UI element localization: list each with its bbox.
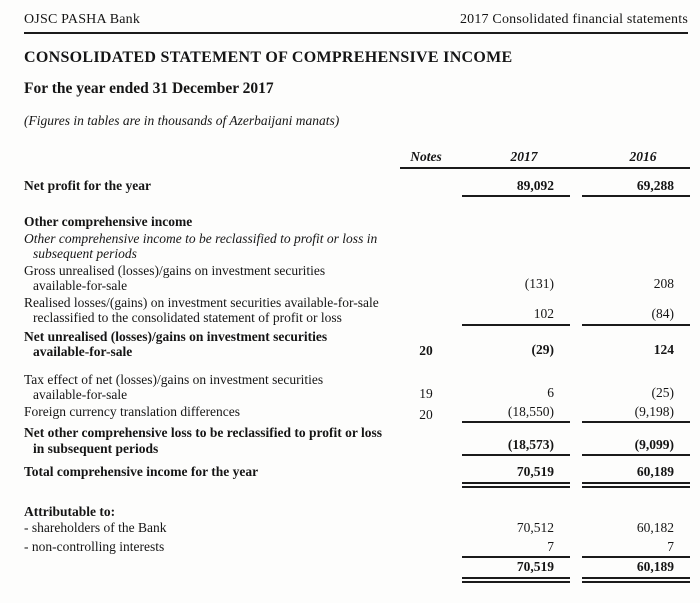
row-label	[24, 295, 400, 326]
value-2016: (9,198)	[582, 404, 690, 424]
table-row	[24, 539, 690, 559]
column-header-2016: 2016	[570, 149, 690, 169]
table-row	[24, 464, 690, 488]
statement-period: For the year ended 31 December 2017	[24, 80, 274, 97]
value-2016: 60,182	[636, 520, 674, 535]
row-label	[24, 329, 400, 360]
row-label-line: in subsequent periods	[33, 440, 159, 456]
row-label-line: Attributable to:	[24, 503, 116, 519]
value-2017: 70,519	[462, 464, 570, 488]
row-label	[24, 520, 400, 538]
page-header	[24, 12, 688, 34]
row-label	[24, 559, 400, 583]
row-note-ref: 20	[419, 343, 433, 358]
table-row	[24, 425, 690, 456]
value-2016: 60,189	[582, 464, 690, 488]
value-2016	[582, 231, 690, 262]
row-label	[24, 504, 400, 520]
value-2017: 70,512	[516, 520, 554, 535]
table-row	[24, 263, 690, 294]
row-label-line: - non-controlling interests	[24, 538, 165, 554]
value-2017: (18,550)	[462, 404, 570, 424]
row-note-ref	[400, 520, 452, 538]
value-2017: 89,092	[462, 178, 570, 198]
row-note-ref	[400, 539, 452, 559]
value-2016: 124	[653, 342, 674, 357]
row-note-ref	[400, 231, 452, 262]
row-label-line: Total comprehensive income for the year	[24, 464, 259, 479]
value-2016: 69,288	[582, 178, 690, 198]
value-2017: 102	[462, 295, 570, 326]
row-label-line: Other comprehensive income to be reclassified to profit or loss in	[24, 230, 378, 246]
value-2016: (84)	[582, 295, 690, 326]
statement-table	[24, 149, 690, 583]
row-label-line: available-for-sale	[33, 387, 128, 402]
row-label-line: Realised losses/(gains) on investment securities available-for-sale	[24, 294, 379, 310]
row-label-line: Net other comprehensive loss to be reclassified to profit or loss	[24, 425, 382, 440]
value-2016	[582, 504, 690, 520]
row-note-ref	[400, 504, 452, 520]
statement-title: CONSOLIDATED STATEMENT OF COMPREHENSIVE INCOME	[24, 49, 513, 66]
value-2017	[462, 231, 570, 262]
row-label-line: available-for-sale	[33, 278, 128, 293]
table-row	[24, 504, 690, 520]
row-label-line: Tax effect of net (losses)/gains on investment securities	[24, 371, 324, 387]
value-2016	[582, 214, 690, 230]
table-row	[24, 178, 690, 198]
row-label-line: Net unrealised (losses)/gains on investment securities	[24, 328, 328, 344]
row-note-ref: 20	[419, 406, 433, 422]
row-label	[24, 464, 400, 488]
row-label	[24, 214, 400, 230]
table-row	[24, 231, 690, 262]
company-name: OJSC PASHA Bank	[24, 12, 141, 27]
column-header-notes: Notes	[400, 149, 452, 169]
value-2016: 60,189	[582, 559, 690, 583]
table-row	[24, 329, 690, 360]
table-header-row	[24, 149, 690, 169]
statement-rows	[24, 178, 690, 583]
table-row	[24, 520, 690, 538]
value-2017: (131)	[524, 276, 554, 291]
value-2016: (9,099)	[582, 425, 690, 456]
value-2017: (18,573)	[462, 425, 570, 456]
row-label	[24, 231, 400, 262]
row-label-line: reclassified to the consolidated statement of profit or loss	[33, 310, 342, 325]
header-label-spacer	[24, 149, 400, 169]
row-label	[24, 539, 400, 559]
row-note-ref	[400, 295, 452, 326]
row-label	[24, 178, 400, 198]
table-row	[24, 295, 690, 326]
value-2017: 70,519	[462, 559, 570, 583]
value-2017: 7	[462, 539, 570, 559]
row-label	[24, 263, 400, 294]
row-label-line: Other comprehensive income	[24, 214, 193, 229]
column-header-2017: 2017	[452, 149, 570, 169]
row-label-line: Foreign currency translation differences	[24, 403, 241, 419]
row-note-ref	[400, 263, 452, 294]
row-label-line: subsequent periods	[33, 246, 137, 261]
row-note-ref	[400, 425, 452, 456]
row-label	[24, 404, 400, 424]
table-row	[24, 214, 690, 230]
table-row	[24, 559, 690, 583]
row-note-ref	[400, 559, 452, 583]
report-name: 2017 Consolidated financial statements	[459, 12, 688, 27]
row-note-ref	[400, 214, 452, 230]
value-2017: 6	[547, 385, 554, 400]
value-2017	[462, 214, 570, 230]
value-2016: (25)	[651, 385, 674, 400]
row-label-line: Gross unrealised (losses)/gains on investment securities	[24, 262, 326, 278]
value-2016: 7	[582, 539, 690, 559]
row-label	[24, 425, 400, 456]
row-note-ref	[400, 178, 452, 198]
table-row	[24, 404, 690, 424]
table-row	[24, 372, 690, 403]
row-note-ref: 19	[419, 386, 433, 401]
value-2016: 208	[653, 276, 674, 291]
row-label	[24, 372, 400, 403]
value-2017	[462, 504, 570, 520]
row-label-line: Net profit for the year	[24, 177, 151, 193]
figures-note: (Figures in tables are in thousands of Azerbaijani manats)	[24, 113, 340, 128]
value-2017: (29)	[531, 342, 554, 357]
row-label-line: available-for-sale	[33, 344, 133, 359]
row-label-line: - shareholders of the Bank	[24, 520, 167, 535]
row-note-ref	[400, 464, 452, 488]
